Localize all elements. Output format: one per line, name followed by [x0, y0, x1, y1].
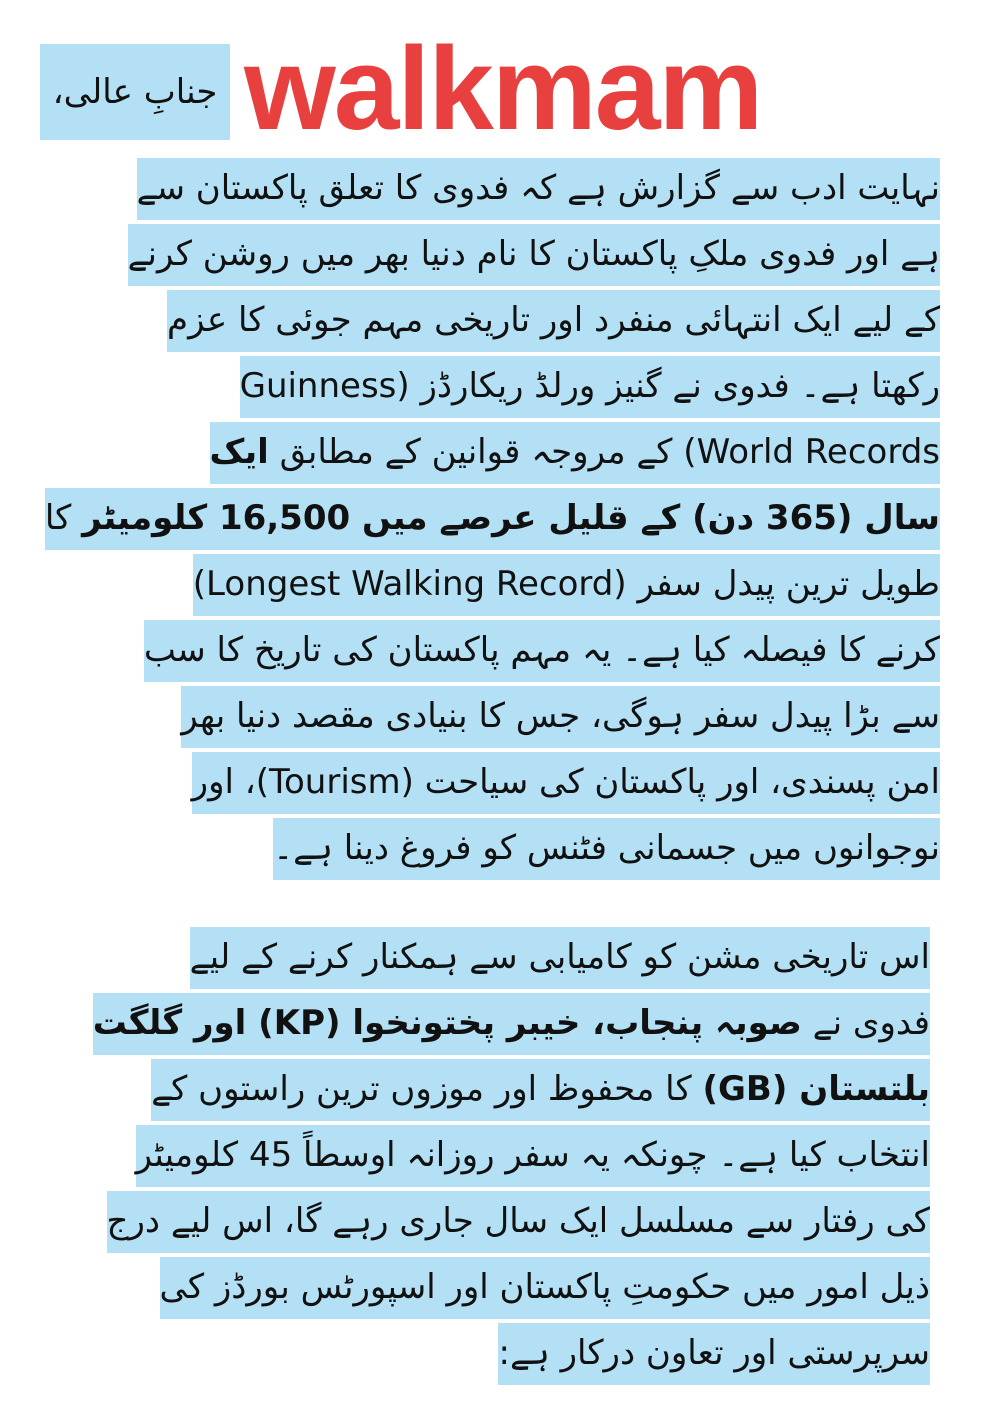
bold-text: بلتستان (GB) — [702, 1069, 930, 1109]
paragraph-line: World Records) کے مروجہ قوانین کے مطابق ایک — [40, 419, 940, 485]
paragraph-line: سال (365 دن) کے قلیل عرصے میں 16,500 کلومیٹر کا — [40, 485, 940, 551]
bold-text: ایک — [209, 432, 269, 472]
salutation: جنابِ عالی، — [40, 44, 230, 140]
paragraph-line: نوجوانوں میں جسمانی فٹنس کو فروغ دینا ہے۔ — [40, 815, 940, 881]
paragraph-line: فدوی نے صوبہ پنجاب، خیبر پختونخوا (KP) اور گلگت — [40, 990, 930, 1056]
paragraph-line: کرنے کا فیصلہ کیا ہے۔ یہ مہم پاکستان کی تاریخ کا سب — [40, 617, 940, 683]
paragraph-line: کی رفتار سے مسلسل ایک سال جاری رہے گا، اس لیے درج — [40, 1188, 930, 1254]
paragraph-line: رکھتا ہے۔ فدوی نے گنیز ورلڈ ریکارڈز (Guinness — [40, 353, 940, 419]
paragraph-line: ذیل امور میں حکومتِ پاکستان اور اسپورٹس بورڈز کی — [40, 1254, 930, 1320]
paragraph-line: سے بڑا پیدل سفر ہوگی، جس کا بنیادی مقصد دنیا بھر — [40, 683, 940, 749]
paragraph-line: ہے اور فدوی ملکِ پاکستان کا نام دنیا بھر میں روشن کرنے — [40, 221, 940, 287]
header — [0, 23, 984, 155]
paragraph-route — [40, 924, 930, 1386]
paragraph-line: بلتستان (GB) کا محفوظ اور موزوں ترین راستوں کے — [40, 1056, 930, 1122]
paragraph-line: کے لیے ایک انتہائی منفرد اور تاریخی مہم جوئی کا عزم — [40, 287, 940, 353]
paragraph-line: نہایت ادب سے گزارش ہے کہ فدوی کا تعلق پاکستان سے — [40, 155, 940, 221]
paragraph-line: سرپرستی اور تعاون درکار ہے: — [40, 1320, 930, 1386]
paragraph-line: امن پسندی، اور پاکستان کی سیاحت (Tourism)، اور — [40, 749, 940, 815]
paragraph-line: انتخاب کیا ہے۔ چونکہ یہ سفر روزانہ اوسطاً 45 کلومیٹر — [40, 1122, 930, 1188]
bold-text: سال (365 دن) کے قلیل عرصے میں 16,500 کلومیٹر — [82, 498, 940, 538]
walkmam-logo: walkmam — [244, 23, 762, 155]
bold-text: صوبہ پنجاب، خیبر پختونخوا (KP) اور گلگت — [92, 1003, 802, 1043]
paragraph-line: طویل ترین پیدل سفر (Longest Walking Record) — [40, 551, 940, 617]
paragraph-intro — [40, 155, 940, 881]
paragraph-line: اس تاریخی مشن کو کامیابی سے ہمکنار کرنے کے لیے — [40, 924, 930, 990]
